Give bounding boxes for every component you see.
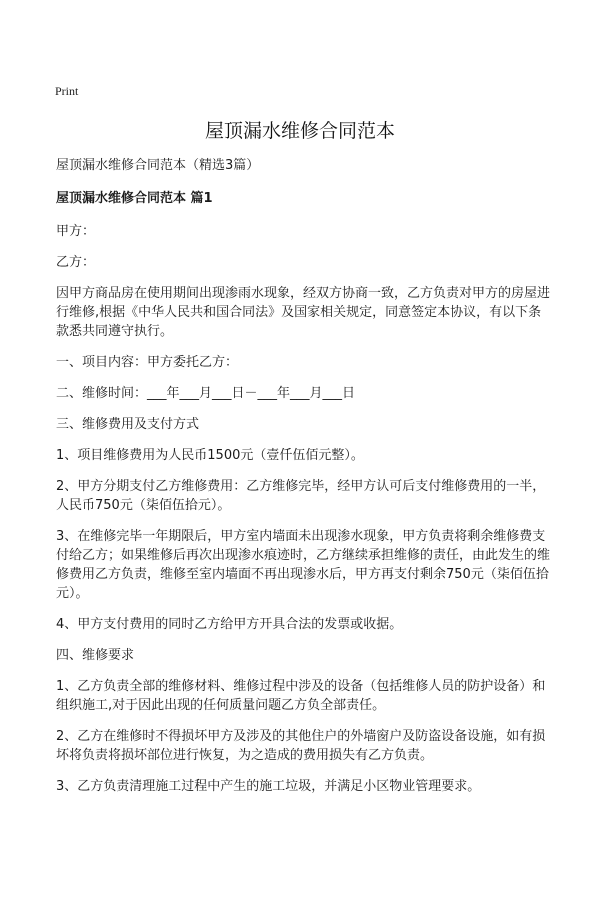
clause-repair-time: 二、维修时间：___年___月___日－___年___月___日 (56, 386, 356, 401)
intro-paragraph: 因甲方商品房在使用期间出现渗雨水现象，经双方协商一致，乙方负责对甲方的房屋进行维修,根据《中华人民共和国合同法》及国家相关规定，同意签定本协议，有以下条款悉共同遵守执行。 (56, 286, 551, 339)
document-subtitle: 屋顶漏水维修合同范本（精选3篇） (56, 158, 260, 173)
print-link[interactable]: Print (55, 84, 79, 98)
clause-req-2: 2、乙方在维修时不得损坏甲方及涉及的其他住户的外墙窗户及防盗设备设施，如有损坏将负责将损坏部位进行恢复，为之造成的费用损失有乙方负责。 (56, 729, 546, 763)
clause-fee-2: 2、甲方分期支付乙方维修费用：乙方维修完毕，经甲方认可后支付维修费用的一半，人民币750元（柒佰伍拾元）。 (56, 479, 546, 513)
clause-fee-heading: 三、维修费用及支付方式 (56, 417, 200, 432)
party-a-line: 甲方： (56, 224, 96, 239)
clause-fee-3: 3、在维修完毕一年期限后，甲方室内墙面未出现渗水现象，甲方负责将剩余维修费支付给乙方；如果维修后再次出现渗水痕迹时，乙方继续承担维修的责任，由此发生的维修费用乙方负责，维修至室内墙面不再出现渗水后，甲方再支付剩余750元（柒佰伍拾元）。 (56, 529, 551, 601)
section-heading: 屋顶漏水维修合同范本 篇1 (56, 191, 213, 206)
clause-fee-4: 4、甲方支付费用的同时乙方给甲方开具合法的发票或收据。 (56, 617, 403, 632)
clause-fee-1: 1、项目维修费用为人民币1500元（壹仟伍佰元整）。 (56, 448, 364, 463)
clause-req-1: 1、乙方负责全部的维修材料、维修过程中涉及的设备（包括维修人员的防护设备）和组织施工,对于因此出现的任何质量问题乙方负全部责任。 (56, 679, 546, 713)
party-b-line: 乙方： (56, 255, 96, 270)
clause-project-content: 一、项目内容：甲方委托乙方： (56, 355, 239, 370)
document-body (56, 156, 550, 808)
document-title: 屋顶漏水维修合同范本 (204, 120, 395, 142)
clause-requirements-heading: 四、维修要求 (56, 648, 135, 663)
clause-req-3: 3、乙方负责清理施工过程中产生的施工垃圾，并满足小区物业管理要求。 (56, 779, 481, 794)
